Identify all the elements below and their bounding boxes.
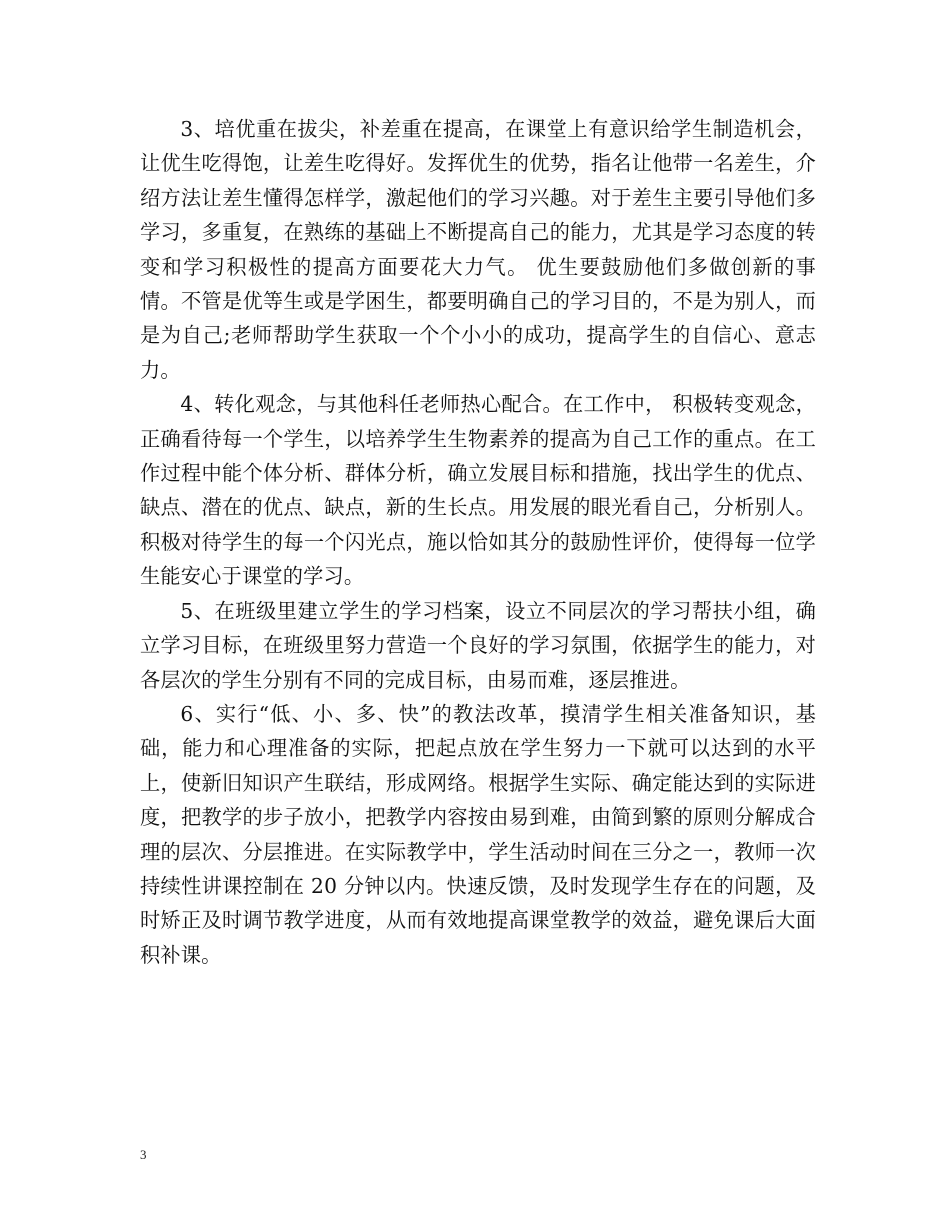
document-body (140, 112, 816, 972)
paragraph-item-5: 5、在班级里建立学生的学习档案，设立不同层次的学习帮扶小组，确立学习目标，在班级里努力营造一个良好的学习氛围，依据学生的能力，对各层次的学生分别有不同的完成目标，由易而难，逐层推进。 (140, 598, 816, 692)
paragraph-item-4: 4、转化观念，与其他科任老师热心配合。在工作中， 积极转变观念，正确看待每一个学生，以培养学生生物素养的提高为自己工作的重点。在工作过程中能个体分析、群体分析，确立发展目标和措施，找出学生的优点、缺点、潜在的优点、缺点，新的生长点。用发展的眼光看自己，分析别人。积极对待学生的每一个闪光点，施以恰如其分的鼓励性评价，使得每一位学生能安心于课堂的学习。 (140, 392, 816, 589)
paragraph-item-3: 3、培优重在拔尖，补差重在提高，在课堂上有意识给学生制造机会，让优生吃得饱，让差生吃得好。发挥优生的优势，指名让他带一名差生，介绍方法让差生懂得怎样学，激起他们的学习兴趣。对于差生主要引导他们多学习，多重复，在熟练的基础上不断提高自己的能力，尤其是学习态度的转变和学习积极性的提高方面要花大力气。 优生要鼓励他们多做创新的事情。不管是优等生或是学困生，都要明确自己的学习目的，不是为别人，而是为自己;老师帮助学生获取一个个小小的成功，提高学生的自信心、意志力。 (140, 117, 816, 382)
paragraph-item-6: 6、实行“低、小、多、快”的教法改革，摸清学生相关准备知识，基础，能力和心理准备的实际，把起点放在学生努力一下就可以达到的水平上，使新旧知识产生联结，形成网络。根据学生实际、确定能达到的实际进度，把教学的步子放小，把教学内容按由易到难，由简到繁的原则分解成合理的层次、分层推进。在实际教学中，学生活动时间在三分之一，教师一次持续性讲课控制在 20 分钟以内。快速反馈，及时发现学生存在的问题，及时矫正及时调节教学进度，从而有效地提高课堂教学的效益，避免课后大面积补课。 (140, 701, 816, 967)
page-number: 3 (140, 1147, 147, 1162)
